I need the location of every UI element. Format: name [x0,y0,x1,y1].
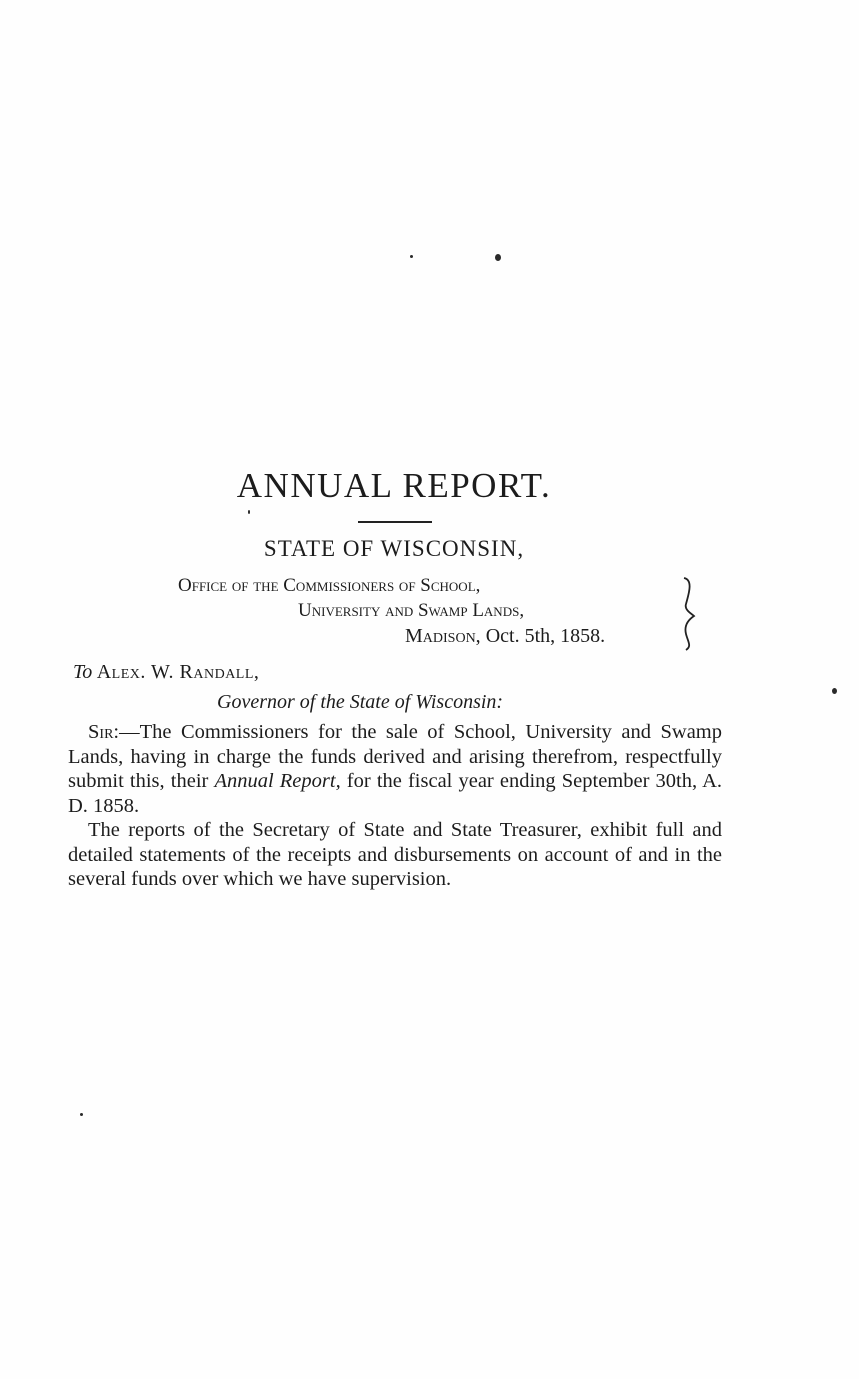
place-name: Madison, [405,625,481,647]
annual-report-name: Annual Report, [214,770,341,792]
scan-speck [832,688,837,694]
scan-speck [80,1113,83,1116]
office-line-2: University and Swamp Lands, [298,600,525,621]
place-date-line [405,625,605,648]
scan-speck [248,510,250,514]
paragraph-1-text-b: for the fiscal year ending September 30th, A. D. 1858. [68,770,723,817]
title-rule [358,521,432,523]
paragraph-2: The reports of the Secretary of State and State Treasurer, exhibit full and detailed statements of the receipts and disbursements on account of and in the several funds over which we have supervision. [68,819,722,890]
scan-speck [410,255,413,258]
recipient-name: Alex. W. Randall, [92,661,260,683]
paragraph-1-text-a: —The Commissioners for the sale of School, University and Swamp Lands, having in charge the funds derived and arising therefrom, respectfully submit this, their [68,721,722,792]
salutation-to-line [73,661,259,684]
paragraph-1 [68,720,722,818]
scan-speck [495,254,501,261]
right-brace-mark [678,574,702,652]
recipient-title: Governor of the State of Wisconsin: [217,691,504,713]
letter-body [68,720,722,892]
report-title: ANNUAL REPORT. [236,466,552,505]
office-line-1: Office of the Commissioners of School, [178,575,481,596]
to-word: To [73,661,93,683]
state-heading: STATE OF WISCONSIN, [263,536,525,561]
letter-date: Oct. 5th, 1858. [480,625,606,647]
sir-word: Sir: [88,721,120,743]
